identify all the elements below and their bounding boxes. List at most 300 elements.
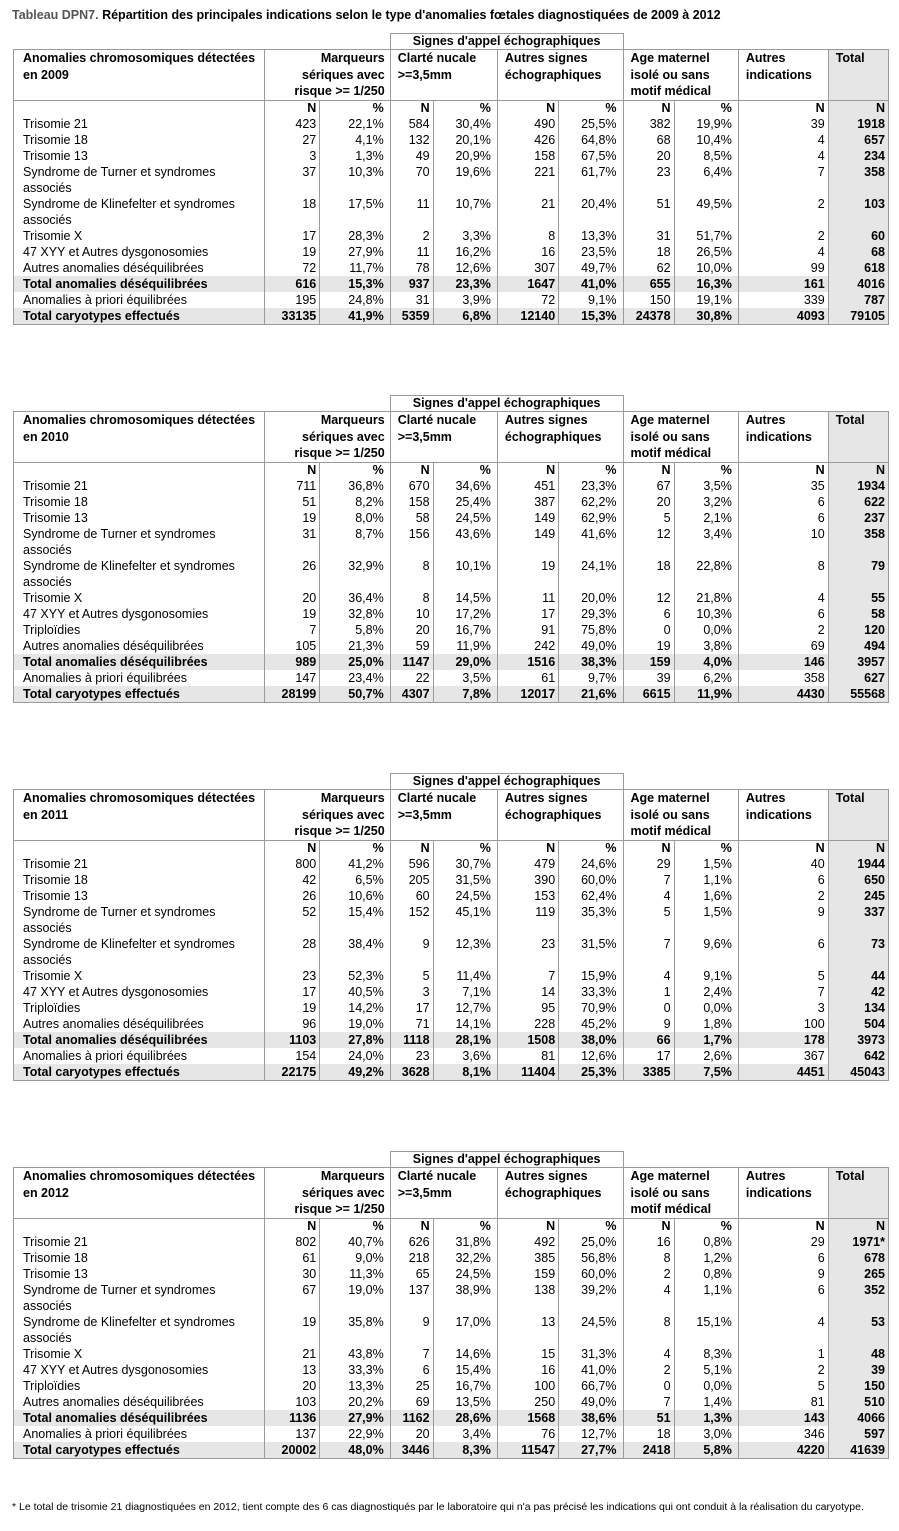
row-value: 15,9% <box>559 968 623 984</box>
row-value: 6,8% <box>433 308 497 325</box>
row-value: 3,6% <box>433 1048 497 1064</box>
year-table <box>13 1151 889 1459</box>
row-label: Anomalies à priori équilibrées <box>14 1426 265 1442</box>
row-value: 76 <box>497 1426 558 1442</box>
row-value: 9,1% <box>674 968 738 984</box>
row-value: 60,0% <box>559 1266 623 1282</box>
group-header: Signes d'appel échographiques <box>390 1152 623 1168</box>
row-value: 41,2% <box>320 856 390 872</box>
row-value: 39 <box>828 1362 888 1378</box>
row-label: 47 XYY et Autres dysgonosomies <box>14 606 265 622</box>
row-value: 8 <box>497 228 558 244</box>
row-value: 17 <box>390 1000 433 1016</box>
header-age-maternel: Age maternel isolé ou sans motif médical <box>623 50 738 101</box>
table-row <box>14 164 889 196</box>
row-value: 1118 <box>390 1032 433 1048</box>
row-label: Anomalies à priori équilibrées <box>14 292 265 308</box>
row-value: 17,5% <box>320 196 390 228</box>
unit-n: N <box>623 1218 674 1234</box>
row-value: 60 <box>390 888 433 904</box>
row-value: 8 <box>623 1250 674 1266</box>
table-row <box>14 1032 889 1048</box>
table-row <box>14 654 889 670</box>
row-value: 6 <box>738 510 828 526</box>
row-value: 66,7% <box>559 1378 623 1394</box>
row-value: 10,3% <box>320 164 390 196</box>
row-value: 143 <box>738 1410 828 1426</box>
row-value: 31,8% <box>433 1234 497 1250</box>
row-value: 146 <box>738 654 828 670</box>
unit-n: N <box>265 1218 320 1234</box>
row-value: 60 <box>828 228 888 244</box>
row-value: 7 <box>497 968 558 984</box>
row-value: 1,8% <box>674 1016 738 1032</box>
row-value: 51 <box>265 494 320 510</box>
row-value: 21,8% <box>674 590 738 606</box>
row-value: 28199 <box>265 686 320 703</box>
row-value: 134 <box>828 1000 888 1016</box>
group-header-blank <box>623 774 888 790</box>
row-value: 3973 <box>828 1032 888 1048</box>
row-label: Syndrome de Klinefelter et syndromes associés <box>14 936 265 968</box>
row-value: 19 <box>497 558 558 590</box>
row-value: 9 <box>738 904 828 936</box>
row-value: 161 <box>738 276 828 292</box>
row-value: 19,0% <box>320 1282 390 1314</box>
row-value: 358 <box>738 670 828 686</box>
row-value: 3,4% <box>433 1426 497 1442</box>
row-value: 492 <box>497 1234 558 1250</box>
header-autres-indications: Autres indications <box>738 790 828 841</box>
row-value: 1162 <box>390 1410 433 1426</box>
table-row <box>14 936 889 968</box>
row-value: 154 <box>265 1048 320 1064</box>
row-value: 20002 <box>265 1442 320 1459</box>
row-value: 205 <box>390 872 433 888</box>
row-value: 49,2% <box>320 1064 390 1081</box>
row-value: 25,3% <box>559 1064 623 1081</box>
unit-row <box>14 1218 889 1234</box>
table-row <box>14 148 889 164</box>
year-label: Anomalies chromosomiques détectées en 2009 <box>14 50 265 101</box>
row-value: 24,5% <box>433 510 497 526</box>
row-value: 28,1% <box>433 1032 497 1048</box>
row-value: 221 <box>497 164 558 196</box>
row-label: Trisomie 18 <box>14 1250 265 1266</box>
row-value: 1 <box>623 984 674 1000</box>
row-value: 20,1% <box>433 132 497 148</box>
row-value: 7,8% <box>433 686 497 703</box>
column-header-row <box>14 790 889 841</box>
row-label: Trisomie 21 <box>14 478 265 494</box>
row-label: Total anomalies déséquilibrées <box>14 654 265 670</box>
row-value: 490 <box>497 116 558 132</box>
header-total: Total <box>828 412 888 463</box>
row-value: 504 <box>828 1016 888 1032</box>
row-value: 8,3% <box>433 1442 497 1459</box>
row-value: 33,3% <box>320 1362 390 1378</box>
row-value: 30,4% <box>433 116 497 132</box>
title-text: Répartition des principales indications selon le type d'anomalies fœtales diagnostiquées de 2009 à 2012 <box>98 8 721 22</box>
table-row <box>14 260 889 276</box>
row-value: 158 <box>390 494 433 510</box>
header-autres-signes: Autres signes échographiques <box>497 412 623 463</box>
row-value: 234 <box>828 148 888 164</box>
row-value: 14 <box>497 984 558 1000</box>
table-row <box>14 1234 889 1250</box>
row-value: 23 <box>497 936 558 968</box>
row-value: 45043 <box>828 1064 888 1081</box>
row-value: 28,3% <box>320 228 390 244</box>
table-row <box>14 1282 889 1314</box>
row-value: 4,1% <box>320 132 390 148</box>
row-value: 8 <box>390 558 433 590</box>
row-value: 2 <box>623 1362 674 1378</box>
table-row <box>14 1016 889 1032</box>
row-value: 2 <box>738 196 828 228</box>
table-row <box>14 1362 889 1378</box>
row-value: 4451 <box>738 1064 828 1081</box>
unit-pct: % <box>559 100 623 116</box>
table-row <box>14 510 889 526</box>
row-value: 11404 <box>497 1064 558 1081</box>
row-value: 48 <box>828 1346 888 1362</box>
row-value: 4 <box>623 1346 674 1362</box>
row-value: 20 <box>623 494 674 510</box>
header-clarte: Clarté nucale >=3,5mm <box>390 1168 497 1219</box>
row-value: 1918 <box>828 116 888 132</box>
row-value: 30,7% <box>433 856 497 872</box>
group-header: Signes d'appel échographiques <box>390 34 623 50</box>
unit-row <box>14 840 889 856</box>
row-label: Syndrome de Turner et syndromes associés <box>14 164 265 196</box>
table-row <box>14 1000 889 1016</box>
unit-n: N <box>265 462 320 478</box>
row-value: 479 <box>497 856 558 872</box>
table-row <box>14 872 889 888</box>
group-header-row <box>14 396 889 412</box>
group-header-blank <box>14 396 391 412</box>
row-value: 23,5% <box>559 244 623 260</box>
row-value: 367 <box>738 1048 828 1064</box>
row-value: 16 <box>623 1234 674 1250</box>
row-value: 137 <box>265 1426 320 1442</box>
row-value: 346 <box>738 1426 828 1442</box>
row-value: 48,0% <box>320 1442 390 1459</box>
row-value: 1,3% <box>320 148 390 164</box>
unit-n: N <box>265 100 320 116</box>
header-autres-signes: Autres signes échographiques <box>497 790 623 841</box>
table-row <box>14 968 889 984</box>
table-row <box>14 1346 889 1362</box>
row-value: 73 <box>828 936 888 968</box>
table-row <box>14 888 889 904</box>
row-value: 100 <box>497 1378 558 1394</box>
row-value: 6,5% <box>320 872 390 888</box>
row-value: 42 <box>265 872 320 888</box>
row-value: 670 <box>390 478 433 494</box>
row-value: 4 <box>623 1282 674 1314</box>
header-marqueurs: Marqueurs sériques avec risque >= 1/250 <box>265 50 391 101</box>
row-value: 23,4% <box>320 670 390 686</box>
row-value: 62,2% <box>559 494 623 510</box>
row-value: 43,6% <box>433 526 497 558</box>
header-age-maternel: Age maternel isolé ou sans motif médical <box>623 412 738 463</box>
row-value: 49,0% <box>559 1394 623 1410</box>
row-value: 9,1% <box>559 292 623 308</box>
row-value: 1,2% <box>674 1250 738 1266</box>
row-value: 6 <box>738 1250 828 1266</box>
row-label: Trisomie 13 <box>14 888 265 904</box>
row-value: 385 <box>497 1250 558 1266</box>
row-value: 337 <box>828 904 888 936</box>
row-value: 27,9% <box>320 1410 390 1426</box>
row-value: 8,2% <box>320 494 390 510</box>
row-value: 10,1% <box>433 558 497 590</box>
row-value: 79 <box>828 558 888 590</box>
row-value: 387 <box>497 494 558 510</box>
row-value: 6615 <box>623 686 674 703</box>
row-value: 17 <box>623 1048 674 1064</box>
row-value: 451 <box>497 478 558 494</box>
row-value: 29,3% <box>559 606 623 622</box>
row-value: 1147 <box>390 654 433 670</box>
row-value: 6 <box>390 1362 433 1378</box>
row-value: 44 <box>828 968 888 984</box>
row-label: Trisomie 18 <box>14 872 265 888</box>
row-value: 29,0% <box>433 654 497 670</box>
row-label: Syndrome de Turner et syndromes associés <box>14 904 265 936</box>
row-value: 15,3% <box>320 276 390 292</box>
row-value: 14,1% <box>433 1016 497 1032</box>
row-value: 159 <box>623 654 674 670</box>
table-row <box>14 670 889 686</box>
row-value: 9 <box>390 936 433 968</box>
unit-pct: % <box>433 1218 497 1234</box>
row-value: 38,0% <box>559 1032 623 1048</box>
group-header-row <box>14 34 889 50</box>
unit-n: N <box>265 840 320 856</box>
row-value: 937 <box>390 276 433 292</box>
row-value: 18 <box>265 196 320 228</box>
row-value: 2,1% <box>674 510 738 526</box>
row-value: 81 <box>738 1394 828 1410</box>
row-value: 2,4% <box>674 984 738 1000</box>
row-value: 5,8% <box>320 622 390 638</box>
unit-n: N <box>497 1218 558 1234</box>
row-value: 30,8% <box>674 308 738 325</box>
row-label: Trisomie X <box>14 968 265 984</box>
table-row <box>14 1378 889 1394</box>
row-label: Total caryotypes effectués <box>14 1442 265 1459</box>
row-value: 22,8% <box>674 558 738 590</box>
header-autres-indications: Autres indications <box>738 50 828 101</box>
row-value: 1516 <box>497 654 558 670</box>
row-value: 37 <box>265 164 320 196</box>
row-label: Trisomie 21 <box>14 116 265 132</box>
row-value: 618 <box>828 260 888 276</box>
row-value: 7 <box>623 936 674 968</box>
unit-n: N <box>390 100 433 116</box>
row-value: 27,9% <box>320 244 390 260</box>
table-row <box>14 984 889 1000</box>
row-value: 24,8% <box>320 292 390 308</box>
row-value: 0,8% <box>674 1234 738 1250</box>
row-value: 12,6% <box>559 1048 623 1064</box>
row-value: 19 <box>265 606 320 622</box>
row-value: 4430 <box>738 686 828 703</box>
row-value: 13 <box>497 1314 558 1346</box>
row-value: 3 <box>390 984 433 1000</box>
row-value: 26 <box>265 558 320 590</box>
row-value: 1934 <box>828 478 888 494</box>
row-label: Autres anomalies déséquilibrées <box>14 638 265 654</box>
row-value: 9,7% <box>559 670 623 686</box>
table-row <box>14 1266 889 1282</box>
row-value: 21,6% <box>559 686 623 703</box>
row-value: 21 <box>497 196 558 228</box>
row-value: 1647 <box>497 276 558 292</box>
row-value: 150 <box>828 1378 888 1394</box>
row-value: 52,3% <box>320 968 390 984</box>
group-header: Signes d'appel échographiques <box>390 396 623 412</box>
row-value: 7,5% <box>674 1064 738 1081</box>
row-value: 100 <box>738 1016 828 1032</box>
row-label: Syndrome de Klinefelter et syndromes associés <box>14 558 265 590</box>
row-value: 5 <box>623 510 674 526</box>
row-value: 1568 <box>497 1410 558 1426</box>
row-value: 23 <box>390 1048 433 1064</box>
row-value: 31,5% <box>433 872 497 888</box>
row-value: 10,6% <box>320 888 390 904</box>
row-value: 24378 <box>623 308 674 325</box>
row-label: Trisomie X <box>14 228 265 244</box>
header-autres-indications: Autres indications <box>738 1168 828 1219</box>
row-value: 6,2% <box>674 670 738 686</box>
row-value: 382 <box>623 116 674 132</box>
row-value: 29 <box>738 1234 828 1250</box>
row-value: 11,9% <box>674 686 738 703</box>
unit-n-total: N <box>828 840 888 856</box>
row-value: 49,7% <box>559 260 623 276</box>
row-value: 31,3% <box>559 1346 623 1362</box>
row-value: 59 <box>390 638 433 654</box>
row-value: 19 <box>265 1314 320 1346</box>
row-value: 67 <box>623 478 674 494</box>
row-value: 14,2% <box>320 1000 390 1016</box>
row-value: 13,5% <box>433 1394 497 1410</box>
row-value: 3385 <box>623 1064 674 1081</box>
row-value: 642 <box>828 1048 888 1064</box>
table-row <box>14 132 889 148</box>
row-value: 10,4% <box>674 132 738 148</box>
row-value: 4 <box>738 590 828 606</box>
unit-pct: % <box>320 1218 390 1234</box>
row-value: 10 <box>390 606 433 622</box>
row-value: 21,3% <box>320 638 390 654</box>
row-value: 3,4% <box>674 526 738 558</box>
row-value: 71 <box>390 1016 433 1032</box>
row-label: Anomalies à priori équilibrées <box>14 670 265 686</box>
row-value: 17 <box>265 228 320 244</box>
row-value: 7 <box>265 622 320 638</box>
row-value: 26 <box>265 888 320 904</box>
unit-pct: % <box>559 840 623 856</box>
row-value: 3,3% <box>433 228 497 244</box>
row-value: 4093 <box>738 308 828 325</box>
row-value: 51,7% <box>674 228 738 244</box>
group-header: Signes d'appel échographiques <box>390 774 623 790</box>
row-value: 10,3% <box>674 606 738 622</box>
row-value: 3,2% <box>674 494 738 510</box>
table-row <box>14 1426 889 1442</box>
row-value: 55 <box>828 590 888 606</box>
row-value: 218 <box>390 1250 433 1266</box>
table-row <box>14 244 889 260</box>
row-value: 1,1% <box>674 872 738 888</box>
row-value: 3,9% <box>433 292 497 308</box>
header-clarte: Clarté nucale >=3,5mm <box>390 412 497 463</box>
row-value: 2 <box>738 1362 828 1378</box>
row-value: 12017 <box>497 686 558 703</box>
row-value: 64,8% <box>559 132 623 148</box>
row-value: 8,0% <box>320 510 390 526</box>
row-value: 159 <box>497 1266 558 1282</box>
row-value: 81 <box>497 1048 558 1064</box>
row-label: Anomalies à priori équilibrées <box>14 1048 265 1064</box>
header-marqueurs: Marqueurs sériques avec risque >= 1/250 <box>265 412 391 463</box>
group-header-blank <box>14 1152 391 1168</box>
row-value: 12,6% <box>433 260 497 276</box>
row-value: 16,7% <box>433 1378 497 1394</box>
row-label: Total caryotypes effectués <box>14 686 265 703</box>
row-value: 103 <box>828 196 888 228</box>
row-value: 103 <box>265 1394 320 1410</box>
row-value: 40,5% <box>320 984 390 1000</box>
row-value: 245 <box>828 888 888 904</box>
row-label: Trisomie 18 <box>14 132 265 148</box>
column-header-row <box>14 1168 889 1219</box>
row-value: 7 <box>738 984 828 1000</box>
row-label: Trisomie 13 <box>14 148 265 164</box>
row-value: 12 <box>623 590 674 606</box>
row-value: 29 <box>623 856 674 872</box>
row-value: 7,1% <box>433 984 497 1000</box>
row-value: 24,5% <box>433 888 497 904</box>
row-value: 12140 <box>497 308 558 325</box>
year-label: Anomalies chromosomiques détectées en 2010 <box>14 412 265 463</box>
group-header-row <box>14 1152 889 1168</box>
header-clarte: Clarté nucale >=3,5mm <box>390 50 497 101</box>
table-row <box>14 590 889 606</box>
row-value: 23 <box>265 968 320 984</box>
row-value: 25,0% <box>559 1234 623 1250</box>
row-value: 4 <box>738 244 828 260</box>
row-value: 52 <box>265 904 320 936</box>
row-value: 11 <box>497 590 558 606</box>
row-value: 5,8% <box>674 1442 738 1459</box>
row-value: 13,3% <box>320 1378 390 1394</box>
row-value: 16,2% <box>433 244 497 260</box>
row-label: Triploïdies <box>14 622 265 638</box>
row-value: 3957 <box>828 654 888 670</box>
row-value: 3446 <box>390 1442 433 1459</box>
row-value: 11 <box>390 244 433 260</box>
row-value: 22,1% <box>320 116 390 132</box>
table-title <box>12 8 721 22</box>
row-value: 150 <box>623 292 674 308</box>
row-value: 20 <box>623 148 674 164</box>
